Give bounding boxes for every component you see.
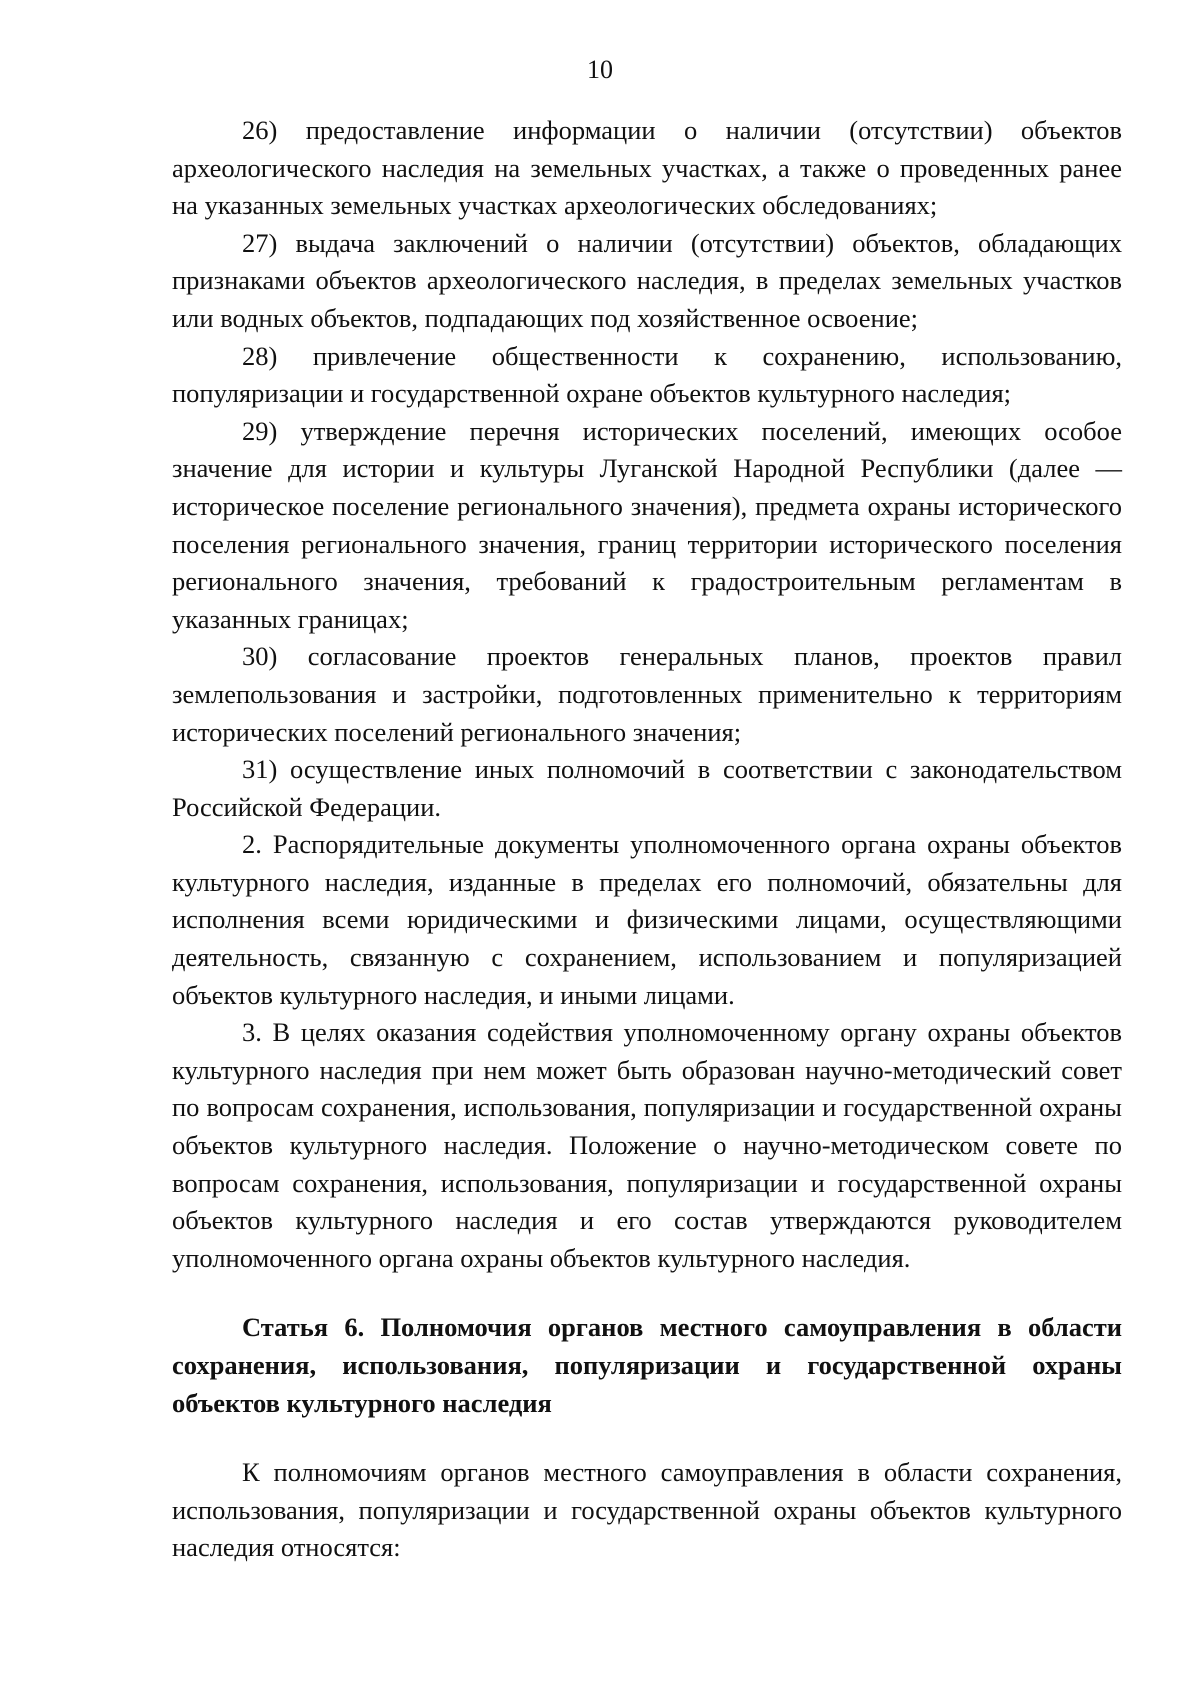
page-number: 10 (587, 55, 613, 84)
paragraph-item-26: 26) предоставление информации о наличии (отсутствии) объектов археологического наследия на земельных участках, а также о проведенных ранее на указанных земельных участках археологических обследованиях; (172, 115, 1122, 221)
paragraph-item-31: 31) осуществление иных полномочий в соответствии с законодательством Российской Федерации. (172, 754, 1122, 822)
paragraph-item-29: 29) утверждение перечня исторических поселений, имеющих особое значение для истории и культуры Луганской Народной Республики (далее — историческое поселение регионального значения), предмета охраны исторического поселения регионального значения, границ территории исторического поселения регионального значения, требований к градостроительным регламентам в указанных границах; (172, 415, 1122, 634)
article-heading: Статья 6. Полномочия органов местного самоуправления в области сохранения, использования, популяризации и государственной охраны объектов культурного наследия (172, 1312, 1122, 1418)
paragraph-item-30: 30) согласование проектов генеральных планов, проектов правил землепользования и застройки, подготовленных применительно к территориям исторических поселений регионального значения; (172, 641, 1122, 747)
document-body (172, 112, 1122, 1567)
paragraph-final: К полномочиям органов местного самоуправления в области сохранения, использования, популяризации и государственной охраны объектов культурного наследия относятся: (172, 1457, 1122, 1563)
paragraph-section-2: 2. Распорядительные документы уполномоченного органа охраны объектов культурного наследия, изданные в пределах его полномочий, обязательны для исполнения всеми юридическими и физическими лицами, осуществляющими деятельность, связанную с сохранением, использованием и популяризацией объектов культурного наследия, и иными лицами. (172, 829, 1122, 1010)
paragraph-item-27: 27) выдача заключений о наличии (отсутствии) объектов, обладающих признаками объектов археологического наследия, в пределах земельных участков или водных объектов, подпадающих под хозяйственное освоение; (172, 227, 1122, 333)
paragraph-section-3: 3. В целях оказания содействия уполномоченному органу охраны объектов культурного наследия при нем может быть образован научно-методический совет по вопросам сохранения, использования, популяризации и государственной охраны объектов культурного наследия. Положение о научно-методическом совете по вопросам сохранения, использования, популяризации и государственной охраны объектов культурного наследия и его состав утверждаются руководителем уполномоченного органа охраны объектов культурного наследия. (172, 1017, 1122, 1273)
paragraph-item-28: 28) привлечение общественности к сохранению, использованию, популяризации и государственной охране объектов культурного наследия; (172, 340, 1122, 409)
